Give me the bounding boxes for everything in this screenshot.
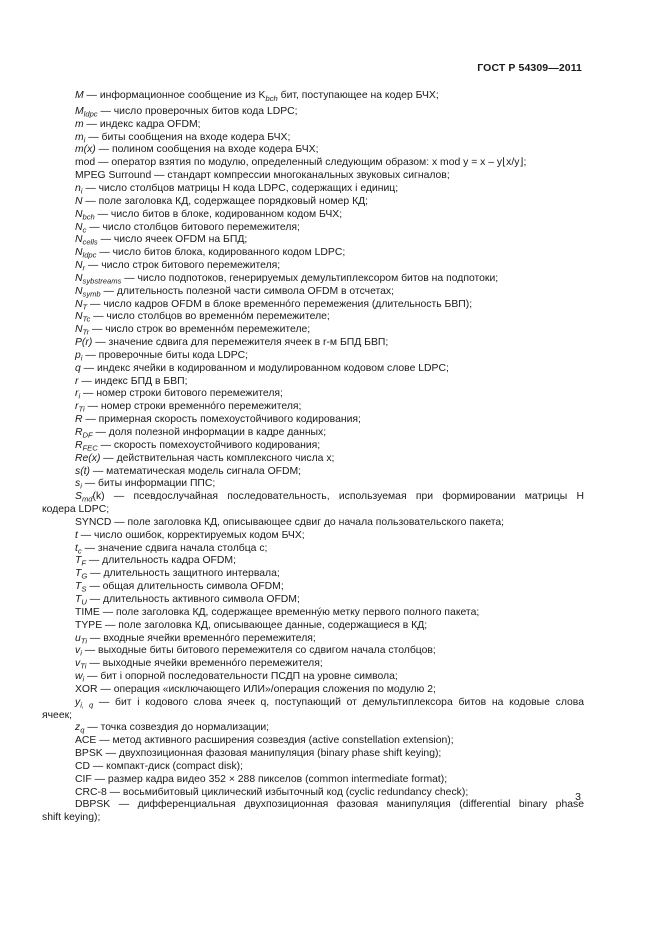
term-description: — общая длительность символа OFDM; — [86, 581, 284, 593]
term-subscript: symb — [82, 289, 101, 299]
term-description: — операция «исключающего ИЛИ»/операция сложения по модулю 2; — [97, 683, 436, 695]
list-item — [42, 388, 584, 401]
term-subscript: ldpc — [83, 109, 98, 119]
term-symbol: MPEG Surround — [75, 170, 152, 182]
term-symbol: SYNCD — [75, 516, 112, 528]
term-symbol: $r_i$ — [75, 388, 81, 401]
term-description: — число кадров OFDM в блоке временнóго перемежения (длительность БВП); — [87, 298, 473, 310]
term-symbol: $u_{Ti}$ — [75, 632, 88, 646]
term-description: — длительность полезной части символа OFDM в отсчетах; — [100, 285, 395, 297]
term-symbol: $t_c$ — [75, 542, 82, 556]
term-symbol: M — [75, 90, 84, 101]
term-description: — число битов в блоке, кодированном кодом БЧХ; — [94, 208, 343, 220]
list-item — [42, 466, 584, 479]
term-description: — индекс БПД в БВП; — [78, 375, 188, 387]
term-description: — входные ячейки временнóго перемежителя; — [87, 632, 316, 644]
term-description: — примерная скорость помехоустойчивого кодирования; — [82, 414, 361, 426]
term-description: — значение сдвига начала столбца c; — [81, 542, 268, 554]
term-subscript: i — [80, 481, 82, 491]
term-description: — число столбцов битового перемежителя; — [86, 221, 300, 233]
list-item — [42, 645, 584, 658]
term-symbol: BPSK — [75, 748, 103, 760]
term-description: — длительность активного символа OFDM; — [86, 593, 300, 605]
term-subscript: q — [80, 725, 85, 735]
term-symbol: $M_{ldpc}$ — [75, 105, 98, 119]
term-symbol: $N_{cells}$ — [75, 234, 98, 247]
term-description: — двухпозиционная фазовая манипуляция (binary phase shift keying); — [102, 748, 442, 760]
term-description: — число ячеек OFDM на БПД; — [97, 234, 248, 246]
list-item — [42, 299, 584, 312]
term-symbol: R — [75, 414, 83, 426]
term-subscript: G — [81, 571, 88, 581]
term-description: — номер строки временнóго перемежителя; — [84, 401, 302, 413]
term-description: — полином сообщения на входе кодера БЧХ; — [95, 144, 319, 156]
term-subscript: i — [80, 648, 82, 658]
term-symbol: $N_{bch}$ — [75, 208, 95, 222]
term-symbol: m — [75, 118, 84, 130]
list-item — [42, 568, 584, 581]
term-symbol: CD — [75, 760, 91, 772]
abbreviations-list — [42, 90, 584, 825]
term-subscript: i — [78, 391, 81, 401]
term-description-tail: бит, поступающее на кодер БЧХ; — [277, 90, 439, 101]
term-subscript: i — [83, 135, 86, 145]
term-description: — скорость помехоустойчивого кодирования; — [97, 439, 321, 451]
list-item-continuation: ячеек; — [42, 709, 73, 721]
list-item — [42, 658, 584, 671]
list-item — [42, 671, 584, 684]
list-item — [42, 234, 584, 247]
term-description: — число проверочных битов кода LDPC; — [97, 105, 298, 117]
term-symbol: $v_{Ti}$ — [75, 658, 87, 671]
list-item — [42, 247, 584, 260]
list-item — [42, 119, 584, 132]
term-subscript: U — [81, 597, 87, 607]
term-description: — стандарт компрессии многоканальных звуковых сигналов; — [151, 170, 450, 182]
term-subscript: i — [82, 674, 85, 684]
term-symbol: $N_c$ — [75, 221, 87, 235]
term-description: — биты сообщения на входе кодера БЧХ; — [85, 131, 291, 143]
list-item — [42, 132, 584, 145]
term-description: — номер строки битового перемежителя; — [80, 388, 283, 400]
term-subscript: bch — [265, 94, 278, 104]
term-description: — дифференциальная двухпозиционная фазовая манипуляция (differential binary phase — [110, 799, 584, 811]
list-item — [42, 286, 584, 299]
term-symbol: P(r) — [75, 337, 93, 349]
term-symbol: $N_T$ — [75, 298, 88, 312]
term-symbol: $T_G$ — [75, 568, 88, 581]
term-symbol: CIF — [75, 773, 92, 785]
term-description: — выходные ячейки временнóго перемежителя; — [86, 658, 323, 670]
term-description: — число столбцов во временнóм перемежителе; — [90, 311, 330, 323]
term-subscript: Ti — [78, 404, 85, 414]
list-item — [42, 350, 584, 363]
term-symbol: $p_i$ — [75, 349, 83, 363]
term-symbol: XOR — [75, 683, 98, 695]
page-number: 3 — [575, 791, 581, 803]
term-subscript: bch — [82, 212, 95, 222]
list-item-continuation: shift keying); — [42, 812, 101, 824]
term-symbol: m(x) — [75, 144, 96, 156]
list-item — [42, 260, 584, 273]
list-item — [42, 633, 584, 646]
term-subscript: Ti — [80, 636, 88, 646]
term-symbol: N — [75, 195, 83, 207]
list-item — [42, 543, 584, 556]
list-item — [42, 607, 584, 620]
list-item — [42, 697, 584, 710]
term-symbol: mod — [75, 157, 96, 169]
term-description: — математическая модель сигнала OFDM; — [90, 465, 302, 477]
term-description: — поле заголовка КД, содержащее порядковый номер КД; — [82, 195, 369, 207]
list-item — [42, 401, 584, 414]
list-item — [42, 324, 584, 337]
term-subscript: sybstreams — [82, 276, 122, 286]
list-item — [42, 491, 584, 504]
term-description: — число битов блока, кодированного кодом LDPC; — [96, 247, 346, 259]
list-item — [42, 530, 584, 543]
term-subscript: cells — [82, 237, 98, 247]
list-item — [42, 787, 584, 800]
list-item — [42, 761, 584, 774]
list-item — [42, 209, 584, 222]
term-symbol: $w_i$ — [75, 671, 85, 684]
list-item — [42, 774, 584, 787]
term-description: — оператор взятия по модулю, определенный следующим образом: x mod y = x – y⌊x/y⌋; — [95, 157, 527, 169]
list-item — [42, 414, 584, 427]
term-description: — бит i кодового слова ячеек q, поступающий от демультиплексора битов на кодовые слова — [93, 696, 584, 708]
list-item — [42, 157, 584, 170]
term-description: — длительность защитного интервала; — [87, 568, 280, 580]
term-subscript: S — [81, 584, 87, 594]
term-subscript: F — [81, 558, 86, 568]
term-symbol: DBPSK — [75, 799, 111, 811]
list-item — [42, 222, 584, 235]
list-item — [42, 376, 584, 389]
term-description: — число строк битового перемежителя; — [85, 260, 281, 272]
term-description: — восьмибитовый циклический избыточный код (cyclic redundancy check); — [106, 786, 469, 798]
term-symbol: $S_{md}$ — [75, 491, 93, 504]
term-symbol: $N_{Tc}$ — [75, 311, 91, 324]
term-description: — проверочные биты кода LDPC; — [82, 349, 249, 361]
term-subscript: ldpc — [82, 250, 97, 260]
term-description: — число подпотоков, генерируемых демультиплексором битов на подпотоки; — [121, 272, 499, 284]
list-item — [42, 748, 584, 761]
term-description: — поле заголовка КД, содержащее временнýю метку первого полного пакета; — [99, 606, 480, 618]
list-item — [42, 799, 584, 812]
term-description: — биты информации ППС; — [81, 478, 216, 490]
term-symbol: $R_{FEC}$ — [75, 439, 98, 453]
list-item — [42, 735, 584, 748]
list-item — [42, 517, 584, 530]
list-item — [42, 440, 584, 453]
list-item — [42, 427, 584, 440]
term-description: — действительная часть комплексного числа x; — [100, 452, 335, 464]
term-description: — поле заголовка КД, описывающее сдвиг до начала пользовательского пакета; — [111, 516, 505, 528]
term-symbol: Re(x) — [75, 452, 101, 464]
term-symbol: ACE — [75, 735, 97, 747]
list-item — [42, 183, 584, 196]
term-symbol: $s_i$ — [75, 478, 82, 491]
list-item — [42, 620, 584, 633]
list-item — [42, 453, 584, 466]
term-description: — информационное сообщение из K — [83, 90, 266, 101]
term-subscript: FEC — [82, 443, 98, 453]
list-item — [42, 170, 584, 183]
term-subscript: i — [80, 186, 83, 196]
term-symbol: $N_{Tr}$ — [75, 324, 90, 337]
list-item — [42, 478, 584, 491]
term-description: — поле заголовка КД, описывающее данные, содержащиеся в КД; — [102, 619, 428, 631]
term-description: — выходные биты битового перемежителя со сдвигом начала столбцов; — [81, 645, 436, 657]
term-subscript: md — [81, 494, 93, 504]
term-subscript: r — [82, 263, 86, 273]
list-item — [42, 90, 584, 106]
term-description: — длительность кадра OFDM; — [86, 555, 236, 567]
list-item — [42, 106, 584, 119]
term-symbol: $y_{i, q}$ — [75, 696, 94, 710]
term-symbol: $r_{Ti}$ — [75, 401, 85, 414]
list-item — [42, 363, 584, 376]
term-description: — размер кадра видео 352 × 288 пикселов (common intermediate format); — [91, 773, 448, 785]
term-description: — число строк во временнóм перемежителе; — [89, 324, 311, 336]
term-symbol: $N_r$ — [75, 260, 86, 273]
list-item — [42, 684, 584, 697]
term-symbol: $N_{sybstreams}$ — [75, 272, 122, 286]
term-subscript: T — [82, 302, 88, 312]
term-subscript: Tr — [82, 327, 90, 337]
term-description: — индекс кадра OFDM; — [83, 118, 201, 130]
term-subscript: i, q — [80, 700, 94, 710]
term-symbol: $v_i$ — [75, 645, 82, 658]
term-subscript: Ti — [80, 661, 87, 671]
term-symbol: $N_{symb}$ — [75, 285, 101, 299]
term-description: — точка созвездия до нормализации; — [84, 722, 270, 734]
term-symbol: $m_i$ — [75, 131, 86, 145]
list-item — [42, 144, 584, 157]
list-item — [42, 722, 584, 735]
term-symbol: r — [75, 375, 79, 387]
term-symbol: $T_S$ — [75, 581, 87, 594]
term-subscript: c — [77, 546, 82, 556]
term-symbol: q — [75, 362, 81, 374]
list-item — [42, 196, 584, 209]
list-item — [42, 581, 584, 594]
term-symbol: $n_i$ — [75, 182, 83, 196]
list-item — [42, 555, 584, 568]
term-description: — компакт-диск (compact disk); — [90, 760, 243, 772]
list-item — [42, 337, 584, 350]
term-symbol: TYPE — [75, 619, 103, 631]
term-symbol: $T_U$ — [75, 593, 87, 607]
term-symbol: CRC-8 — [75, 786, 107, 798]
list-item-continuation: кодера LDPC; — [42, 504, 110, 516]
term-symbol: t — [75, 529, 78, 541]
term-description: — число ошибок, корректируемых кодом БЧХ; — [77, 529, 305, 541]
term-description: — доля полезной информации в кадре данных; — [92, 427, 327, 439]
term-symbol: $R_{DF}$ — [75, 427, 93, 440]
term-symbol: s(t) — [75, 465, 91, 477]
term-description: — индекс ячейки в кодированном и модулированном кодовом слове LDPC; — [80, 362, 449, 374]
term-subscript: DF — [82, 430, 93, 440]
term-symbol: $N_{ldpc}$ — [75, 247, 97, 260]
term-description: — бит i опорной последовательности ПСДП на уровне символа; — [84, 671, 398, 683]
term-subscript: Tc — [82, 314, 91, 324]
term-description: — число столбцов матрицы H кода LDPC, содержащих i единиц; — [82, 182, 399, 194]
list-item — [42, 273, 584, 286]
term-description: (k) — псевдослучайная последовательность, используемая при формировании матрицы H — [92, 491, 584, 503]
term-subscript: i — [80, 353, 83, 363]
term-symbol: $z_q$ — [75, 722, 85, 735]
list-item — [42, 311, 584, 324]
term-description: — значение сдвига для перемежителя ячеек в r-м БПД БВП; — [92, 337, 389, 349]
term-description: — метод активного расширения созвездия (active constellation extension); — [96, 735, 454, 747]
list-item — [42, 594, 584, 607]
term-symbol: $T_F$ — [75, 555, 86, 568]
document-standard-header: ГОСТ Р 54309—2011 — [477, 62, 582, 74]
term-symbol: TIME — [75, 606, 100, 618]
term-subscript: c — [82, 225, 87, 235]
